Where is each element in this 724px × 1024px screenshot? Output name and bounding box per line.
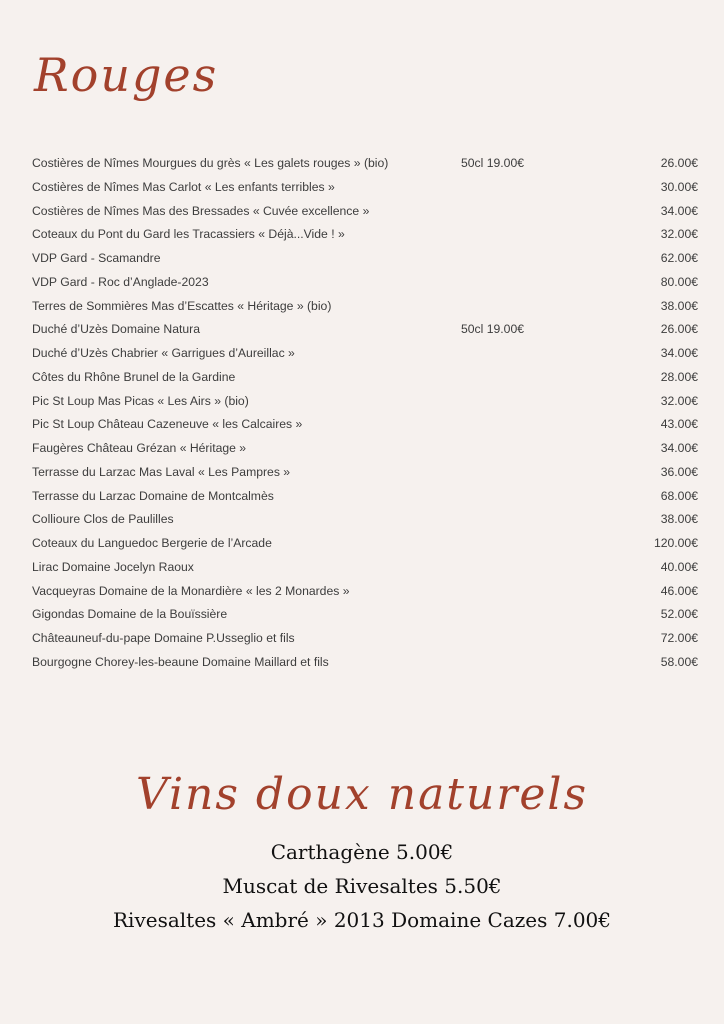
- wine-price: 36.00€: [660, 464, 698, 479]
- wine-row: [32, 318, 698, 342]
- wine-row: [32, 651, 698, 675]
- wine-row: [32, 390, 698, 414]
- wine-price: 32.00€: [660, 227, 698, 242]
- wine-name: Duché d’Uzès Chabrier « Garrigues d’Aureillac »: [32, 346, 295, 360]
- wine-name: Duché d’Uzès Domaine Natura: [32, 322, 200, 337]
- wine-row: [32, 176, 698, 200]
- wine-price: 34.00€: [660, 441, 698, 455]
- wine-row: [32, 532, 698, 556]
- wine-row: [32, 152, 698, 176]
- wine-price: 26.00€: [660, 156, 698, 170]
- wine-row: [32, 627, 698, 651]
- wine-price: 32.00€: [660, 393, 698, 408]
- wine-name: VDP Gard - Roc d’Anglade-2023: [32, 274, 209, 289]
- wine-row: [32, 271, 698, 295]
- wine-half-bottle-price: 50cl 19.00€: [461, 156, 525, 170]
- wine-price: 58.00€: [660, 654, 698, 669]
- wine-name: Costières de Nîmes Mourgues du grès « Les galets rouges » (bio): [32, 156, 389, 170]
- red-wine-list: [32, 152, 698, 675]
- wine-row: [32, 295, 698, 319]
- wine-name: Coteaux du Pont du Gard les Tracassiers « Déjà...Vide ! »: [32, 227, 345, 242]
- wine-price: 120.00€: [653, 536, 698, 550]
- wine-row: [32, 437, 698, 461]
- wine-price: 38.00€: [660, 512, 698, 527]
- vins-doux-item: Carthagène 5.00€: [270, 840, 454, 864]
- wine-name: Terrasse du Larzac Mas Laval « Les Pampres »: [32, 464, 291, 479]
- wine-row: [32, 603, 698, 627]
- rouges-section-title: Rouges: [34, 48, 219, 102]
- wine-row: [32, 461, 698, 485]
- wine-row: [32, 247, 698, 271]
- wine-price: 52.00€: [660, 607, 698, 622]
- wine-name: Terrasse du Larzac Domaine de Montcalmès: [32, 488, 274, 503]
- vins-doux-item: Muscat de Rivesaltes 5.50€: [222, 874, 502, 898]
- wine-name: Coteaux du Languedoc Bergerie de l’Arcade: [32, 536, 272, 550]
- wine-row: [32, 200, 698, 224]
- wine-row: [32, 556, 698, 580]
- wine-row: [32, 485, 698, 509]
- wine-price: 68.00€: [660, 488, 698, 503]
- wine-name: Pic St Loup Mas Picas « Les Airs » (bio): [32, 393, 249, 408]
- wine-name: Pic St Loup Château Cazeneuve « les Calcaires »: [32, 417, 303, 432]
- vins-doux-item: Rivesaltes « Ambré » 2013 Domaine Cazes 7.00€: [113, 908, 611, 932]
- wine-row: [32, 508, 698, 532]
- wine-price: 30.00€: [660, 179, 698, 194]
- vins-doux-list: [0, 835, 724, 937]
- wine-price: 34.00€: [660, 203, 698, 218]
- wine-row: [32, 413, 698, 437]
- wine-name: Terres de Sommières Mas d’Escattes « Héritage » (bio): [32, 298, 332, 313]
- wine-half-bottle-price: 50cl 19.00€: [461, 322, 525, 337]
- wine-name: Faugères Château Grézan « Héritage »: [32, 441, 247, 455]
- wine-row: [32, 223, 698, 247]
- wine-name: Gigondas Domaine de la Bouïssière: [32, 607, 228, 622]
- wine-name: Châteauneuf-du-pape Domaine P.Usseglio et fils: [32, 631, 295, 645]
- wine-name: Lirac Domaine Jocelyn Raoux: [32, 559, 194, 574]
- wine-row: [32, 366, 698, 390]
- wine-name: Collioure Clos de Paulilles: [32, 512, 174, 527]
- vins-doux-section-title: Vins doux naturels: [135, 769, 589, 820]
- wine-name: VDP Gard - Scamandre: [32, 251, 161, 265]
- wine-name: Costières de Nîmes Mas Carlot « Les enfants terribles »: [32, 179, 335, 194]
- wine-price: 28.00€: [660, 369, 698, 384]
- wine-price: 40.00€: [660, 559, 698, 574]
- wine-name: Vacqueyras Domaine de la Monardière « les 2 Monardes »: [32, 583, 350, 598]
- wine-row: [32, 580, 698, 604]
- wine-price: 46.00€: [660, 583, 698, 598]
- wine-price: 43.00€: [660, 417, 698, 432]
- wine-price: 38.00€: [660, 298, 698, 313]
- wine-price: 72.00€: [660, 631, 698, 645]
- wine-name: Bourgogne Chorey-les-beaune Domaine Maillard et fils: [32, 654, 329, 669]
- wine-price: 62.00€: [660, 251, 698, 265]
- wine-price: 80.00€: [660, 274, 698, 289]
- wine-name: Côtes du Rhône Brunel de la Gardine: [32, 369, 236, 384]
- wine-price: 26.00€: [660, 322, 698, 337]
- wine-row: [32, 342, 698, 366]
- wine-name: Costières de Nîmes Mas des Bressades « Cuvée excellence »: [32, 203, 370, 218]
- wine-price: 34.00€: [660, 346, 698, 360]
